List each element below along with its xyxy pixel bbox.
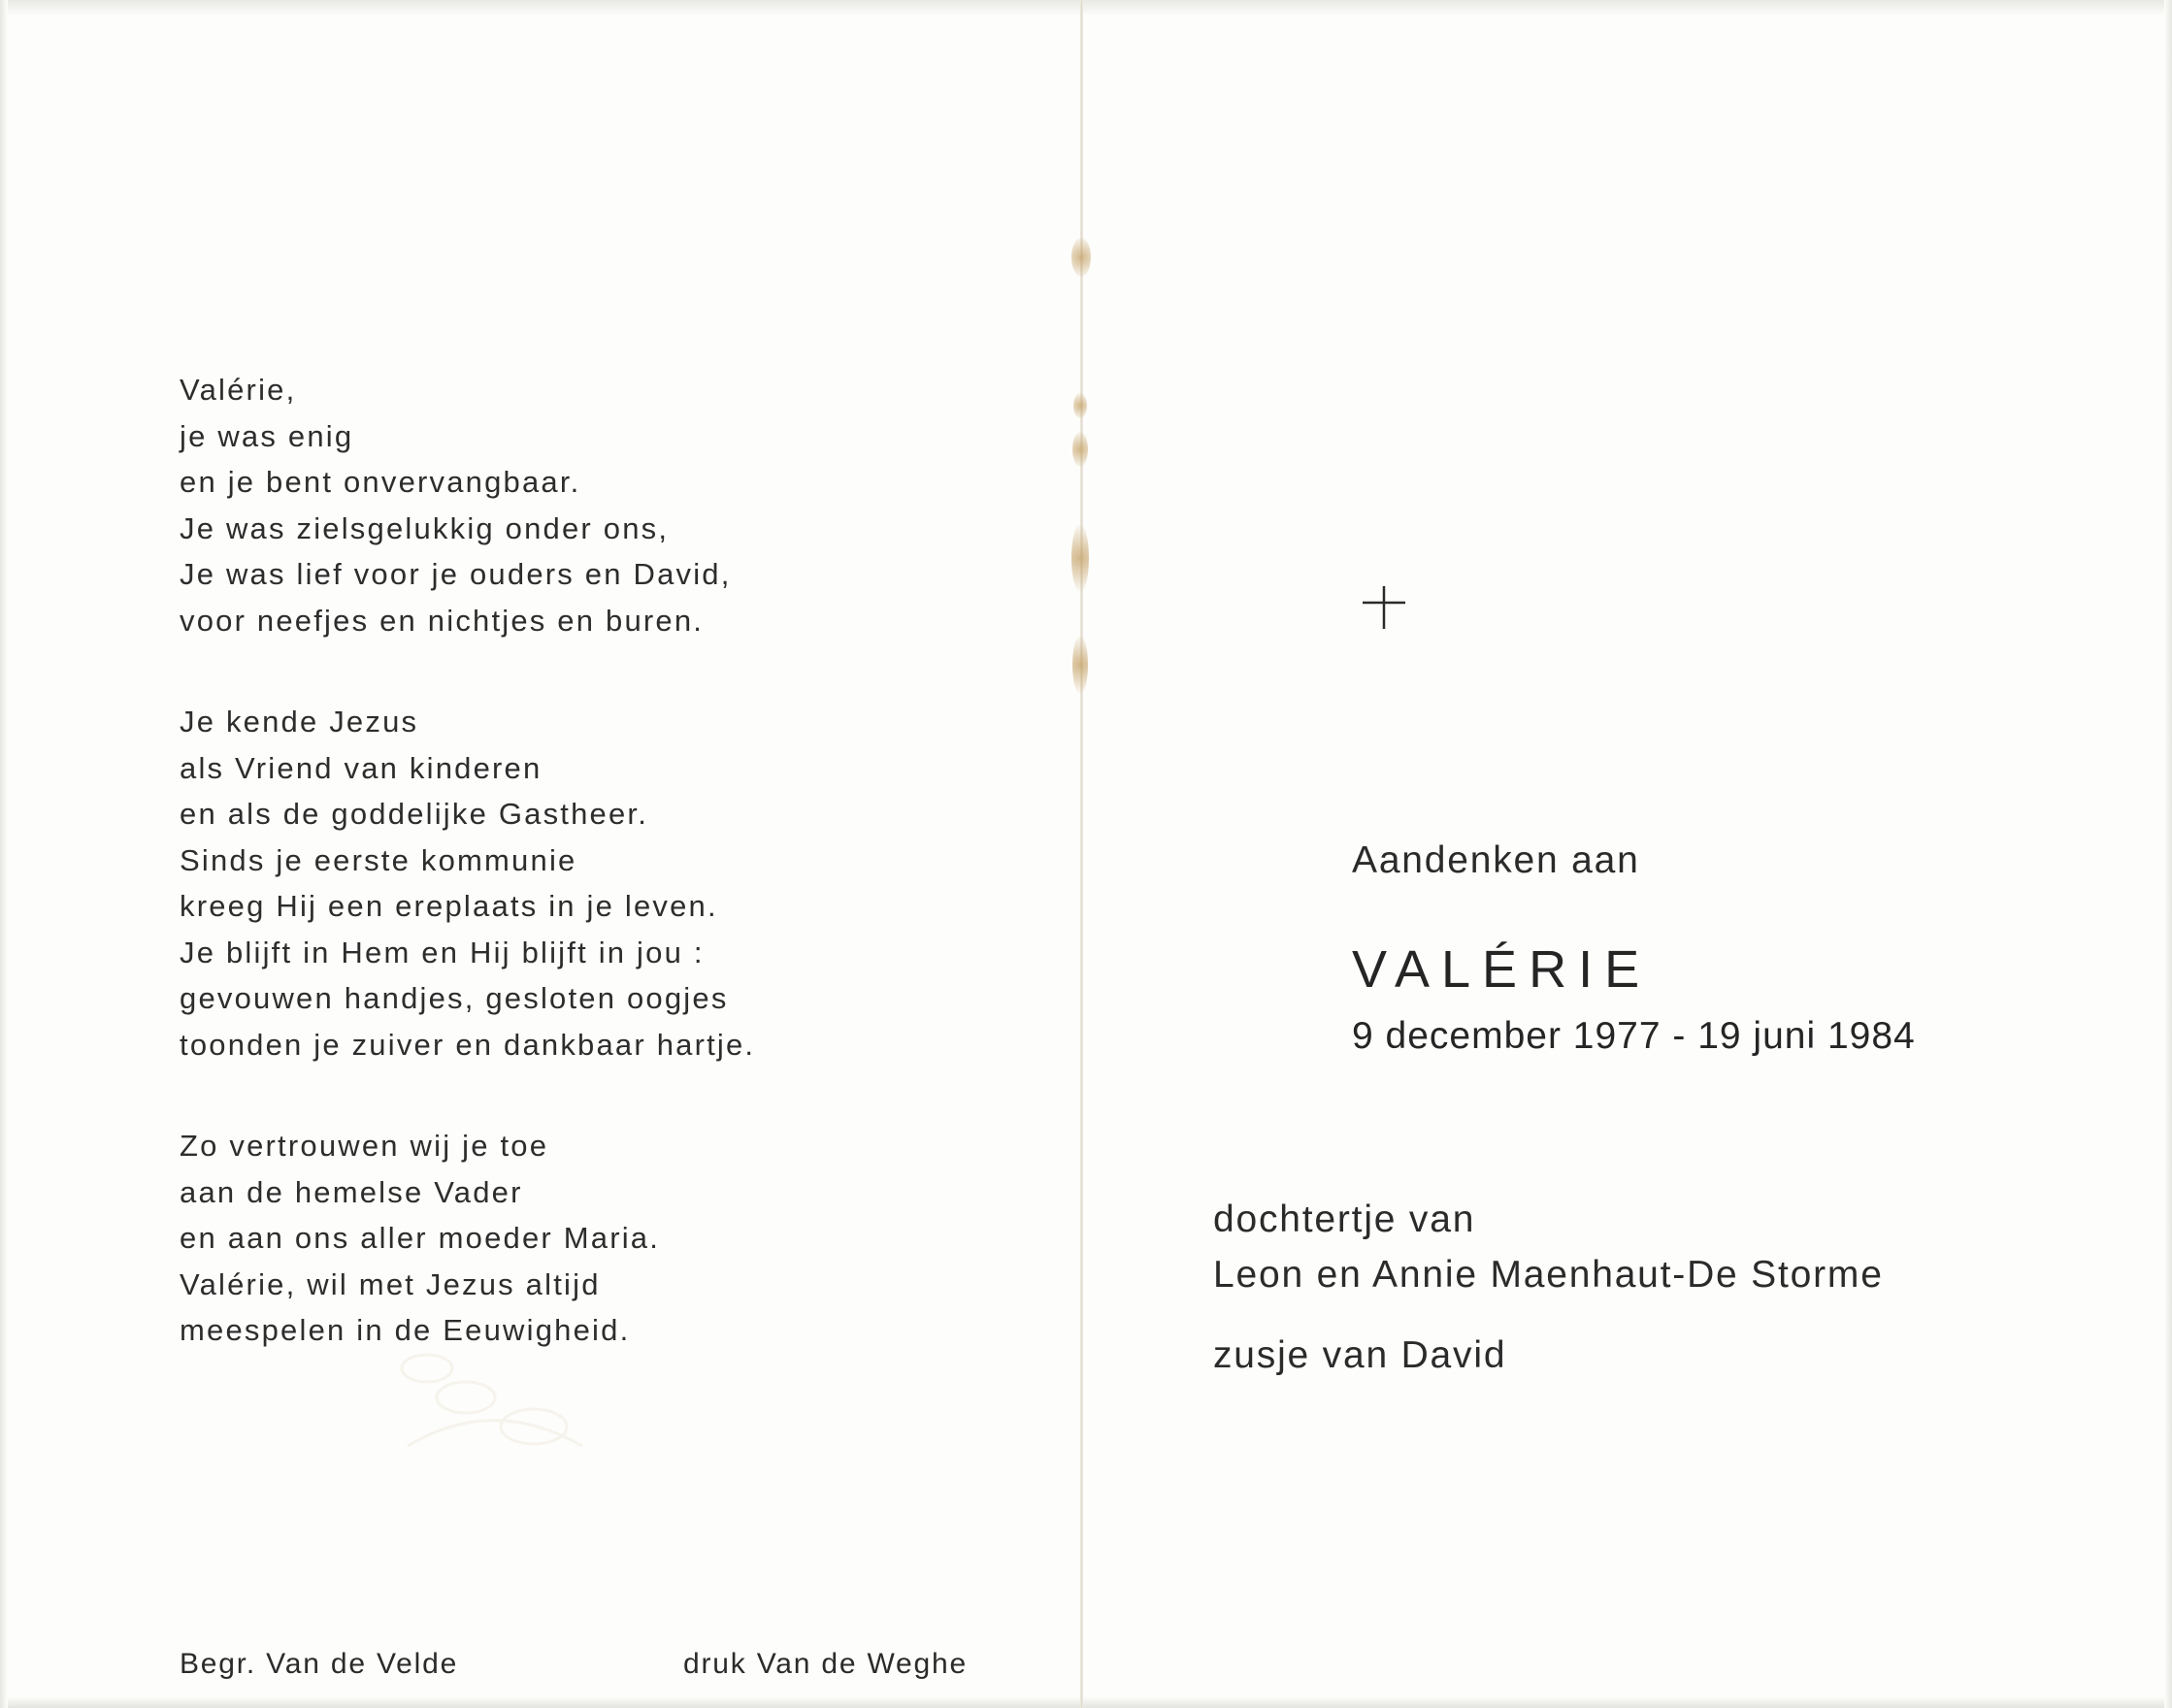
poem-line: aan de hemelse Vader bbox=[180, 1174, 523, 1209]
poem-line: Valérie, wil met Jezus altijd bbox=[180, 1266, 601, 1301]
poem-line: voor neefjes en nichtjes en buren. bbox=[180, 603, 705, 638]
sibling-line: zusje van David bbox=[1213, 1334, 1507, 1376]
poem-line: Je kende Jezus bbox=[180, 705, 419, 739]
poem-stanza-2 bbox=[180, 699, 755, 1068]
poem-line: Je was lief voor je ouders en David, bbox=[180, 557, 732, 591]
poem-line: en je bent onvervangbaar. bbox=[180, 465, 581, 499]
poem-line: Valérie, bbox=[180, 373, 297, 407]
left-page bbox=[0, 0, 1080, 1708]
poem-line: toonden je zuiver en dankbaar hartje. bbox=[180, 1027, 756, 1062]
poem-line: en aan ons aller moeder Maria. bbox=[180, 1221, 661, 1255]
poem-stanza-1 bbox=[180, 367, 755, 643]
poem-line: Je blijft in Hem en Hij blijft in jou : bbox=[180, 935, 705, 969]
cross-icon bbox=[1361, 584, 1407, 631]
poem-line: kreeg Hij een ereplaats in je leven. bbox=[180, 889, 718, 923]
poem-line: meespelen in de Eeuwigheid. bbox=[180, 1313, 631, 1347]
poem-line: gevouwen handjes, gesloten oogjes bbox=[180, 981, 729, 1015]
undertaker-credit: Begr. Van de Velde bbox=[180, 1648, 459, 1680]
parents-names: Leon en Annie Maenhaut-De Storme bbox=[1213, 1254, 1884, 1296]
deceased-name: VALÉRIE bbox=[1352, 940, 1652, 999]
memorial-label: Aandenken aan bbox=[1352, 839, 1640, 881]
poem bbox=[180, 367, 755, 1409]
life-dates: 9 december 1977 - 19 juni 1984 bbox=[1352, 1015, 1916, 1057]
daughter-label: dochtertje van bbox=[1213, 1199, 1476, 1240]
poem-line: je was enig bbox=[180, 418, 354, 453]
poem-stanza-3 bbox=[180, 1123, 755, 1354]
poem-line: en als de goddelijke Gastheer. bbox=[180, 797, 649, 831]
poem-line: als Vriend van kinderen bbox=[180, 750, 543, 785]
poem-line: Je was zielsgelukkig onder ons, bbox=[180, 510, 670, 545]
poem-line: Zo vertrouwen wij je toe bbox=[180, 1129, 549, 1163]
poem-line: Sinds je eerste kommunie bbox=[180, 842, 577, 877]
printer-credit: druk Van de Weghe bbox=[683, 1648, 968, 1680]
